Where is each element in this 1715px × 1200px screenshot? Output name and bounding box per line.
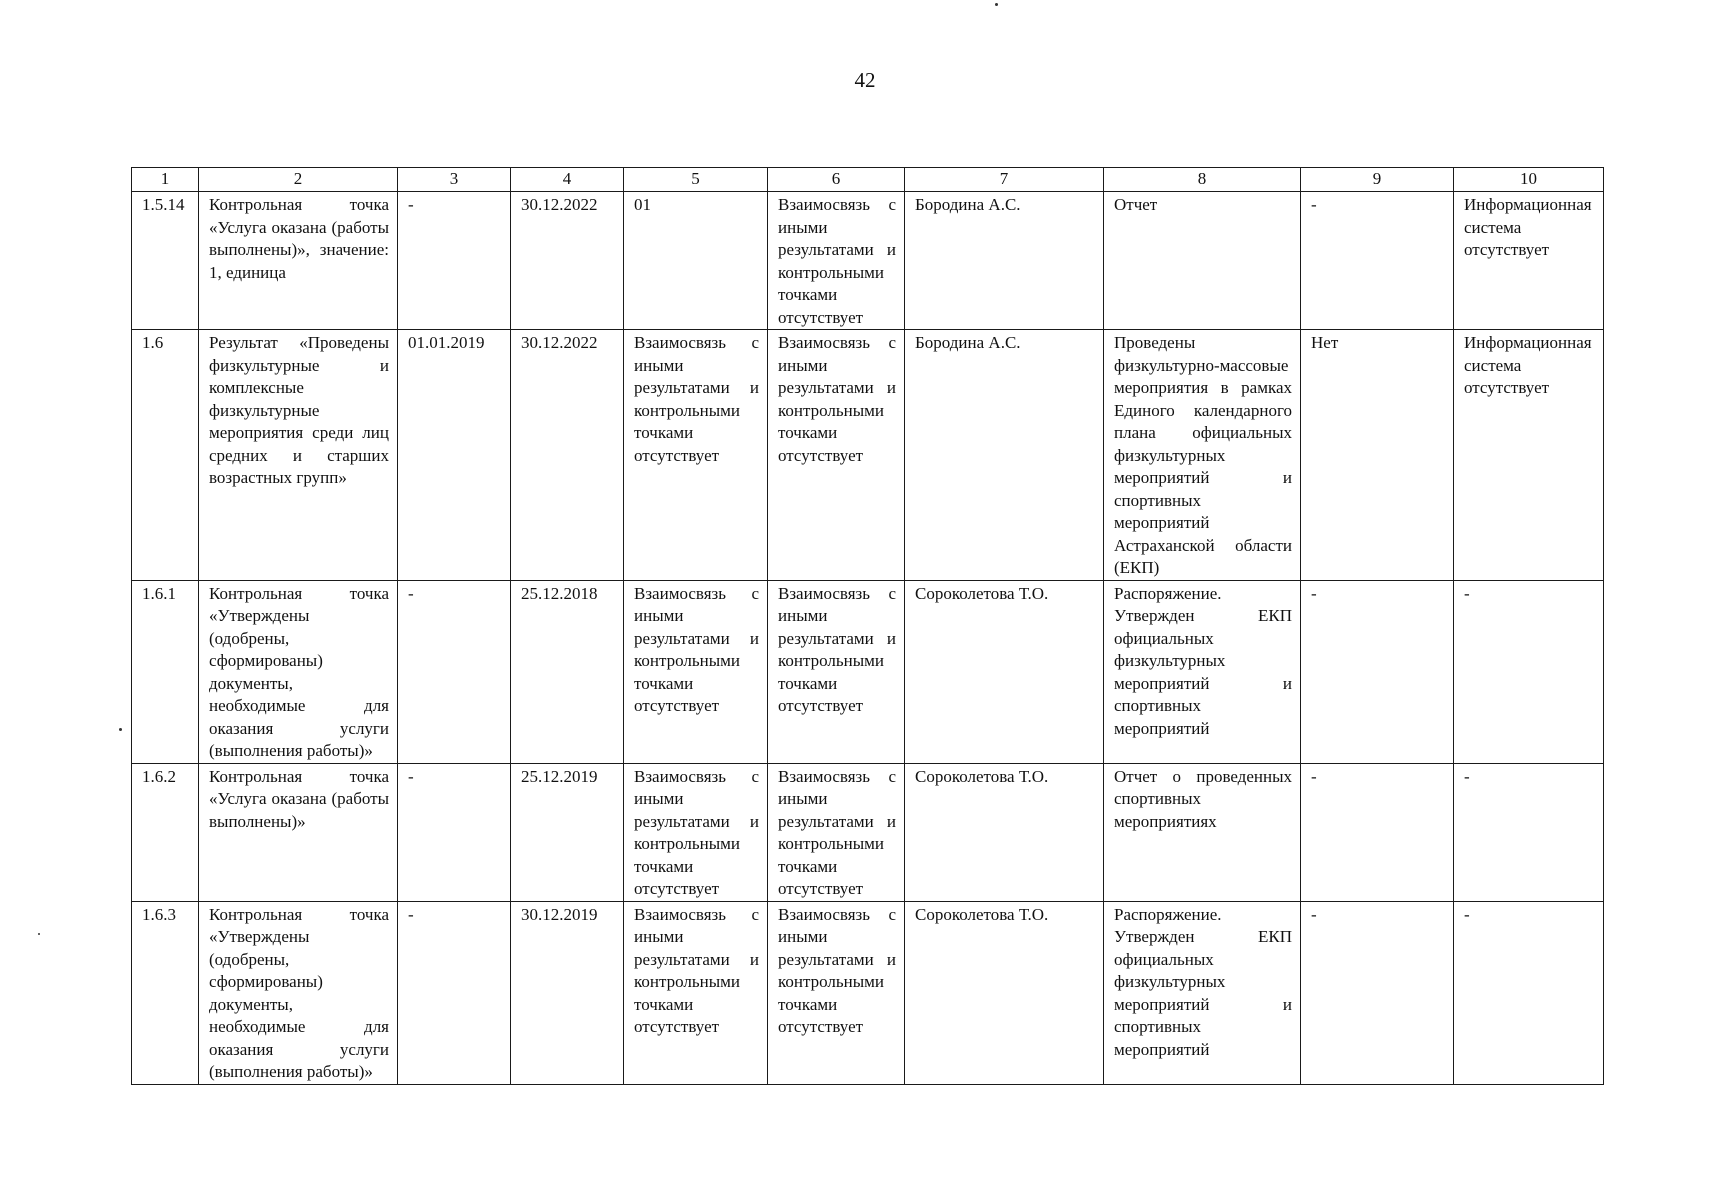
column-header: 4 — [511, 168, 624, 192]
col9-cell: Нет — [1301, 330, 1454, 581]
col5-cell: Взаимосвязь с иными результатами и контрольными точками отсутствует — [624, 763, 768, 901]
header-row — [132, 168, 1604, 192]
column-header: 3 — [398, 168, 511, 192]
start-date: - — [398, 763, 511, 901]
column-header: 6 — [768, 168, 905, 192]
document-type: Проведены физкультурно-массовые мероприятия в рамках Единого календарного плана официальных физкультурных мероприятий и спортивных мероприятий Астраханской области (ЕКП) — [1104, 330, 1301, 581]
row-number: 1.5.14 — [132, 192, 199, 330]
scan-speck — [119, 728, 122, 731]
information-system: - — [1454, 580, 1604, 763]
col6-cell: Взаимосвязь с иными результатами и контрольными точками отсутствует — [768, 192, 905, 330]
information-system: Информационная система отсутствует — [1454, 330, 1604, 581]
item-name: Контрольная точка «Услуга оказана (работы выполнены)», значение: 1, единица — [199, 192, 398, 330]
table-row — [132, 580, 1604, 763]
col9-cell: - — [1301, 763, 1454, 901]
row-number: 1.6.1 — [132, 580, 199, 763]
column-header: 10 — [1454, 168, 1604, 192]
col9-cell: - — [1301, 192, 1454, 330]
start-date: 01.01.2019 — [398, 330, 511, 581]
item-name: Контрольная точка «Услуга оказана (работы выполнены)» — [199, 763, 398, 901]
responsible-person: Сороколетова Т.О. — [905, 763, 1104, 901]
document-type: Распоряжение. Утвержден ЕКП официальных физкультурных мероприятий и спортивных мероприятий — [1104, 580, 1301, 763]
table-row — [132, 901, 1604, 1084]
col6-cell: Взаимосвязь с иными результатами и контрольными точками отсутствует — [768, 330, 905, 581]
document-type: Отчет о проведенных спортивных мероприятиях — [1104, 763, 1301, 901]
information-system: Информационная система отсутствует — [1454, 192, 1604, 330]
end-date: 30.12.2022 — [511, 192, 624, 330]
col5-cell: 01 — [624, 192, 768, 330]
information-system: - — [1454, 763, 1604, 901]
table-row — [132, 763, 1604, 901]
col6-cell: Взаимосвязь с иными результатами и контрольными точками отсутствует — [768, 763, 905, 901]
col9-cell: - — [1301, 901, 1454, 1084]
start-date: - — [398, 192, 511, 330]
page-number: 42 — [854, 68, 876, 92]
responsible-person: Сороколетова Т.О. — [905, 580, 1104, 763]
end-date: 30.12.2019 — [511, 901, 624, 1084]
table-row — [132, 192, 1604, 330]
document-type: Отчет — [1104, 192, 1301, 330]
col9-cell: - — [1301, 580, 1454, 763]
row-number: 1.6.3 — [132, 901, 199, 1084]
scan-speck — [995, 3, 998, 6]
column-header: 2 — [199, 168, 398, 192]
information-system: - — [1454, 901, 1604, 1084]
start-date: - — [398, 580, 511, 763]
responsible-person: Бородина А.С. — [905, 330, 1104, 581]
column-header: 8 — [1104, 168, 1301, 192]
row-number: 1.6 — [132, 330, 199, 581]
plan-table — [131, 167, 1604, 1085]
item-name: Контрольная точка «Утверждены (одобрены, сформированы) документы, необходимые для оказания услуги (выполнения работы)» — [199, 901, 398, 1084]
col6-cell: Взаимосвязь с иными результатами и контрольными точками отсутствует — [768, 580, 905, 763]
end-date: 25.12.2019 — [511, 763, 624, 901]
item-name: Результат «Проведены физкультурные и комплексные физкультурные мероприятия среди лиц средних и старших возрастных групп» — [199, 330, 398, 581]
row-number: 1.6.2 — [132, 763, 199, 901]
column-header: 1 — [132, 168, 199, 192]
col5-cell: Взаимосвязь с иными результатами и контрольными точками отсутствует — [624, 901, 768, 1084]
document-type: Распоряжение. Утвержден ЕКП официальных физкультурных мероприятий и спортивных мероприятий — [1104, 901, 1301, 1084]
column-header: 7 — [905, 168, 1104, 192]
scan-speck — [38, 933, 40, 935]
col6-cell: Взаимосвязь с иными результатами и контрольными точками отсутствует — [768, 901, 905, 1084]
column-header: 5 — [624, 168, 768, 192]
column-header: 9 — [1301, 168, 1454, 192]
end-date: 25.12.2018 — [511, 580, 624, 763]
end-date: 30.12.2022 — [511, 330, 624, 581]
table-row — [132, 330, 1604, 581]
col5-cell: Взаимосвязь с иными результатами и контрольными точками отсутствует — [624, 580, 768, 763]
responsible-person: Сороколетова Т.О. — [905, 901, 1104, 1084]
start-date: - — [398, 901, 511, 1084]
col5-cell: Взаимосвязь с иными результатами и контрольными точками отсутствует — [624, 330, 768, 581]
responsible-person: Бородина А.С. — [905, 192, 1104, 330]
item-name: Контрольная точка «Утверждены (одобрены, сформированы) документы, необходимые для оказания услуги (выполнения работы)» — [199, 580, 398, 763]
